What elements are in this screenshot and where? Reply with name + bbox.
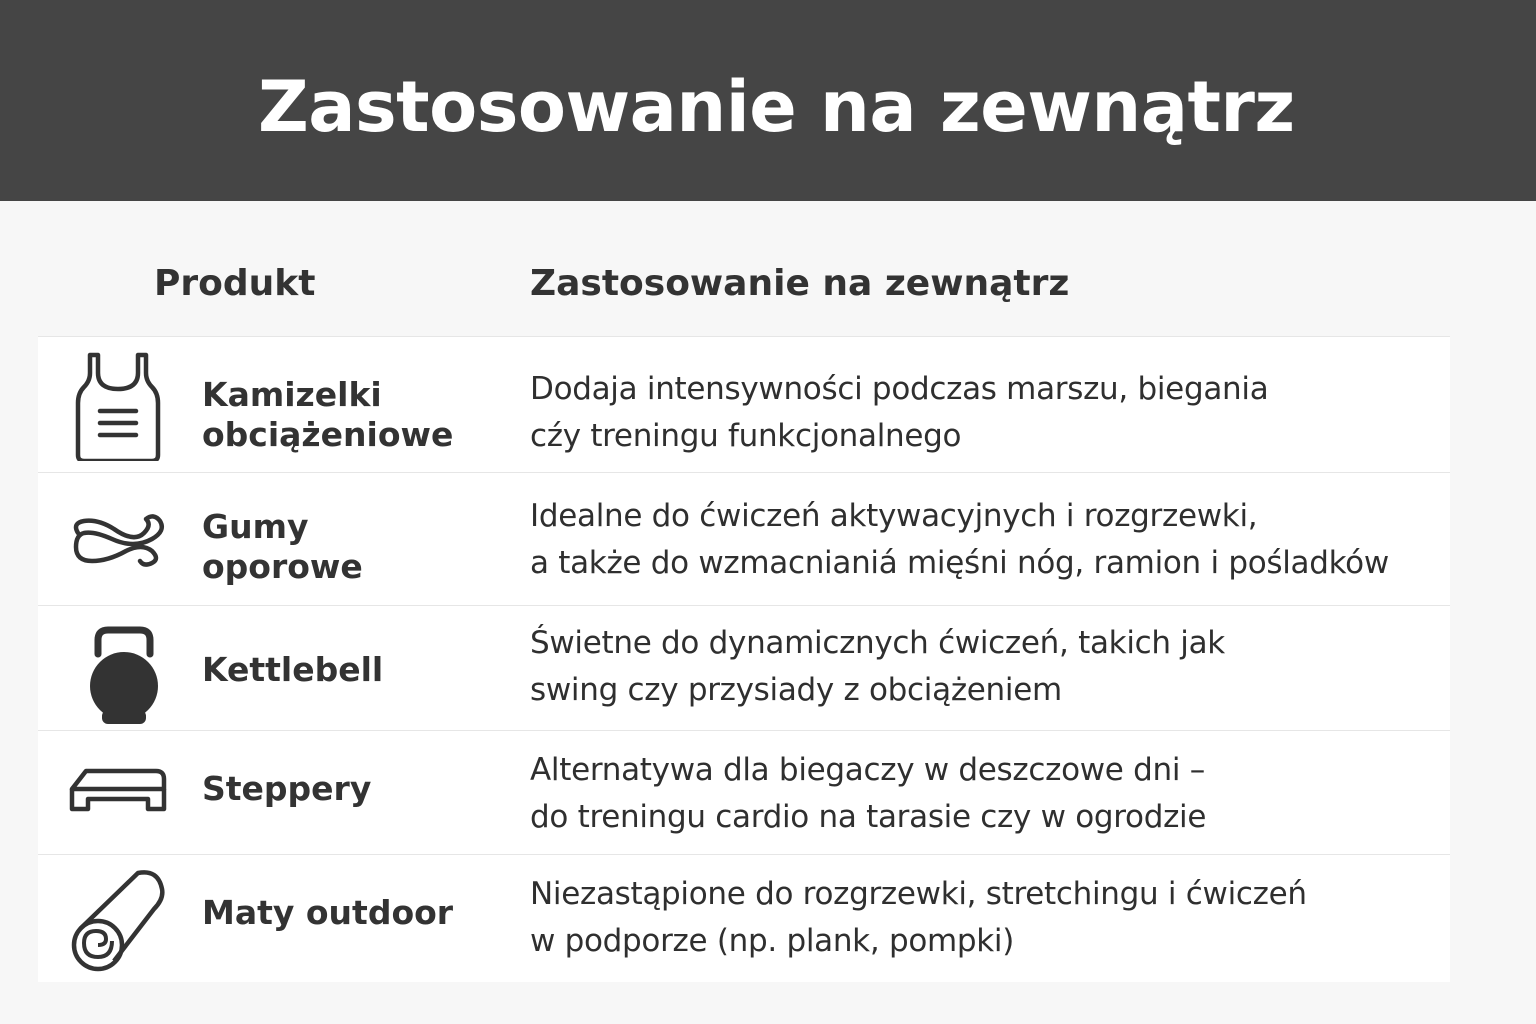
product-name: Steppery bbox=[202, 769, 372, 808]
column-header-usage: Zastosowanie na zewnątrz bbox=[530, 263, 1070, 304]
rolled-mat-icon bbox=[68, 869, 168, 979]
table-row bbox=[38, 730, 1450, 855]
page-title: Zastosowanie na zewnątrz bbox=[258, 66, 1295, 148]
products-table bbox=[38, 336, 1450, 982]
product-name: Maty outdoor bbox=[202, 893, 454, 932]
product-description: Idealne do ćwiczeń aktywacyjnych i rozgrzewki, a także do wzmacnianiá mięśni nóg, ramion i pośladków bbox=[530, 498, 1389, 581]
kettlebell-icon bbox=[68, 624, 168, 734]
column-header-product: Produkt bbox=[154, 263, 316, 304]
header-banner bbox=[0, 0, 1536, 201]
product-description: Alternatywa dla biegaczy w deszczowe dni – do treningu cardio na tarasie czy w ogrodzie bbox=[530, 752, 1207, 835]
product-description: Dodaja intensywności podczas marszu, biegania cźy treningu funkcjonalnego bbox=[530, 371, 1269, 454]
product-name: Kamizelki obciążeniowe bbox=[202, 375, 454, 454]
product-description: Świetne do dynamicznych ćwiczeń, takich jak swing czy przysiady z obciążeniem bbox=[530, 625, 1225, 708]
table-row bbox=[38, 854, 1450, 983]
vest-icon bbox=[68, 351, 168, 461]
product-description: Niezastąpione do rozgrzewki, stretchingu i ćwiczeń w podporze (np. plank, pompki) bbox=[530, 876, 1307, 959]
table-row bbox=[38, 472, 1450, 606]
resistance-band-icon bbox=[68, 493, 168, 603]
stepper-icon bbox=[68, 755, 168, 865]
table-row bbox=[38, 336, 1450, 473]
table-row bbox=[38, 605, 1450, 731]
product-name: Gumy oporowe bbox=[202, 507, 363, 586]
product-name: Kettlebell bbox=[202, 650, 384, 689]
